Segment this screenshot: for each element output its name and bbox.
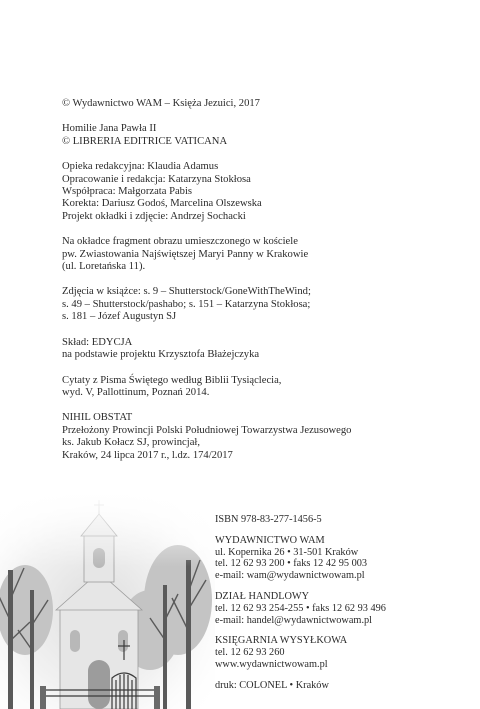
publisher-colophon (215, 514, 475, 701)
text-line: ks. Jakub Kołacz SJ, prowincjał, (62, 437, 200, 449)
nihil-obstat-block (62, 412, 462, 462)
text-line: e-mail: wam@wydawnictwowam.pl (215, 570, 365, 582)
bible-quotes-block (62, 375, 462, 400)
text-line: www.wydawnictwowam.pl (215, 658, 328, 670)
isbn-block (215, 514, 475, 526)
text-line: Współpraca: Małgorzata Pabis (62, 186, 193, 198)
publisher-contact-block (215, 535, 475, 582)
text-line: Cytaty z Pisma Świętego według Biblii Tysiąclecia, (62, 374, 282, 386)
sales-department-block (215, 591, 475, 626)
text-line: s. 49 – Shutterstock/pashabo; s. 151 – Katarzyna Stokłosa; (62, 298, 311, 310)
text-line: NIHIL OBSTAT (62, 412, 133, 424)
isbn-line: ISBN 978-83-277-1456-5 (215, 514, 322, 525)
text-line: (ul. Loretańska 11). (62, 261, 146, 273)
text-line: Skład: EDYCJA (62, 336, 133, 348)
text-line: Korekta: Dariusz Godoś, Marcelina Olszewska (62, 198, 262, 210)
text-line: tel. 12 62 93 254-255 • faks 12 62 93 496 (215, 602, 386, 614)
text-line: Opieka redakcyjna: Klaudia Adamus (62, 161, 219, 173)
mail-order-bookstore-block (215, 635, 475, 670)
cover-note-block (62, 236, 462, 273)
text-line: Zdjęcia w książce: s. 9 – Shutterstock/GoneWithTheWind; (62, 286, 311, 298)
text-line: e-mail: handel@wydawnictwowam.pl (215, 614, 373, 626)
text-line: WYDAWNICTWO WAM (215, 534, 325, 546)
text-line: pw. Zwiastowania Najświętszej Maryi Panny w Krakowie (62, 248, 309, 260)
text-line: tel. 12 62 93 260 (215, 647, 285, 659)
text-line: © LIBRERIA EDITRICE VATICANA (62, 135, 228, 147)
editorial-credits-block (62, 161, 462, 223)
imprint-main-text (62, 98, 462, 475)
text-line: DZIAŁ HANDLOWY (215, 590, 310, 602)
copyright-block (62, 98, 462, 110)
text-line: Homilie Jana Pawła II (62, 123, 157, 135)
homilies-copyright-block (62, 123, 462, 148)
text-line: Przełożony Prowincji Polski Południowej Towarzystwa Jezusowego (62, 424, 352, 436)
text-line: Na okładce fragment obrazu umieszczonego w kościele (62, 236, 298, 248)
church-photo (0, 490, 215, 709)
text-line: © Wydawnictwo WAM – Księża Jezuici, 2017 (62, 98, 260, 109)
photo-credits-block (62, 286, 462, 323)
text-line: KSIĘGARNIA WYSYŁKOWA (215, 635, 348, 647)
printer-block (215, 680, 475, 692)
text-line: druk: COLONEL • Kraków (215, 679, 329, 691)
text-line: ul. Kopernika 26 • 31-501 Kraków (215, 546, 359, 558)
text-line: Kraków, 24 lipca 2017 r., l.dz. 174/2017 (62, 449, 233, 461)
text-line: Opracowanie i redakcja: Katarzyna Stokłosa (62, 173, 251, 185)
typesetting-block (62, 337, 462, 362)
text-line: tel. 12 62 93 200 • faks 12 42 95 003 (215, 558, 368, 570)
text-line: s. 181 – Józef Augustyn SJ (62, 311, 177, 323)
text-line: na podstawie projektu Krzysztofa Błażejczyka (62, 349, 260, 361)
text-line: wyd. V, Pallottinum, Poznań 2014. (62, 386, 210, 398)
text-line: Projekt okładki i zdjęcie: Andrzej Sochacki (62, 210, 246, 222)
